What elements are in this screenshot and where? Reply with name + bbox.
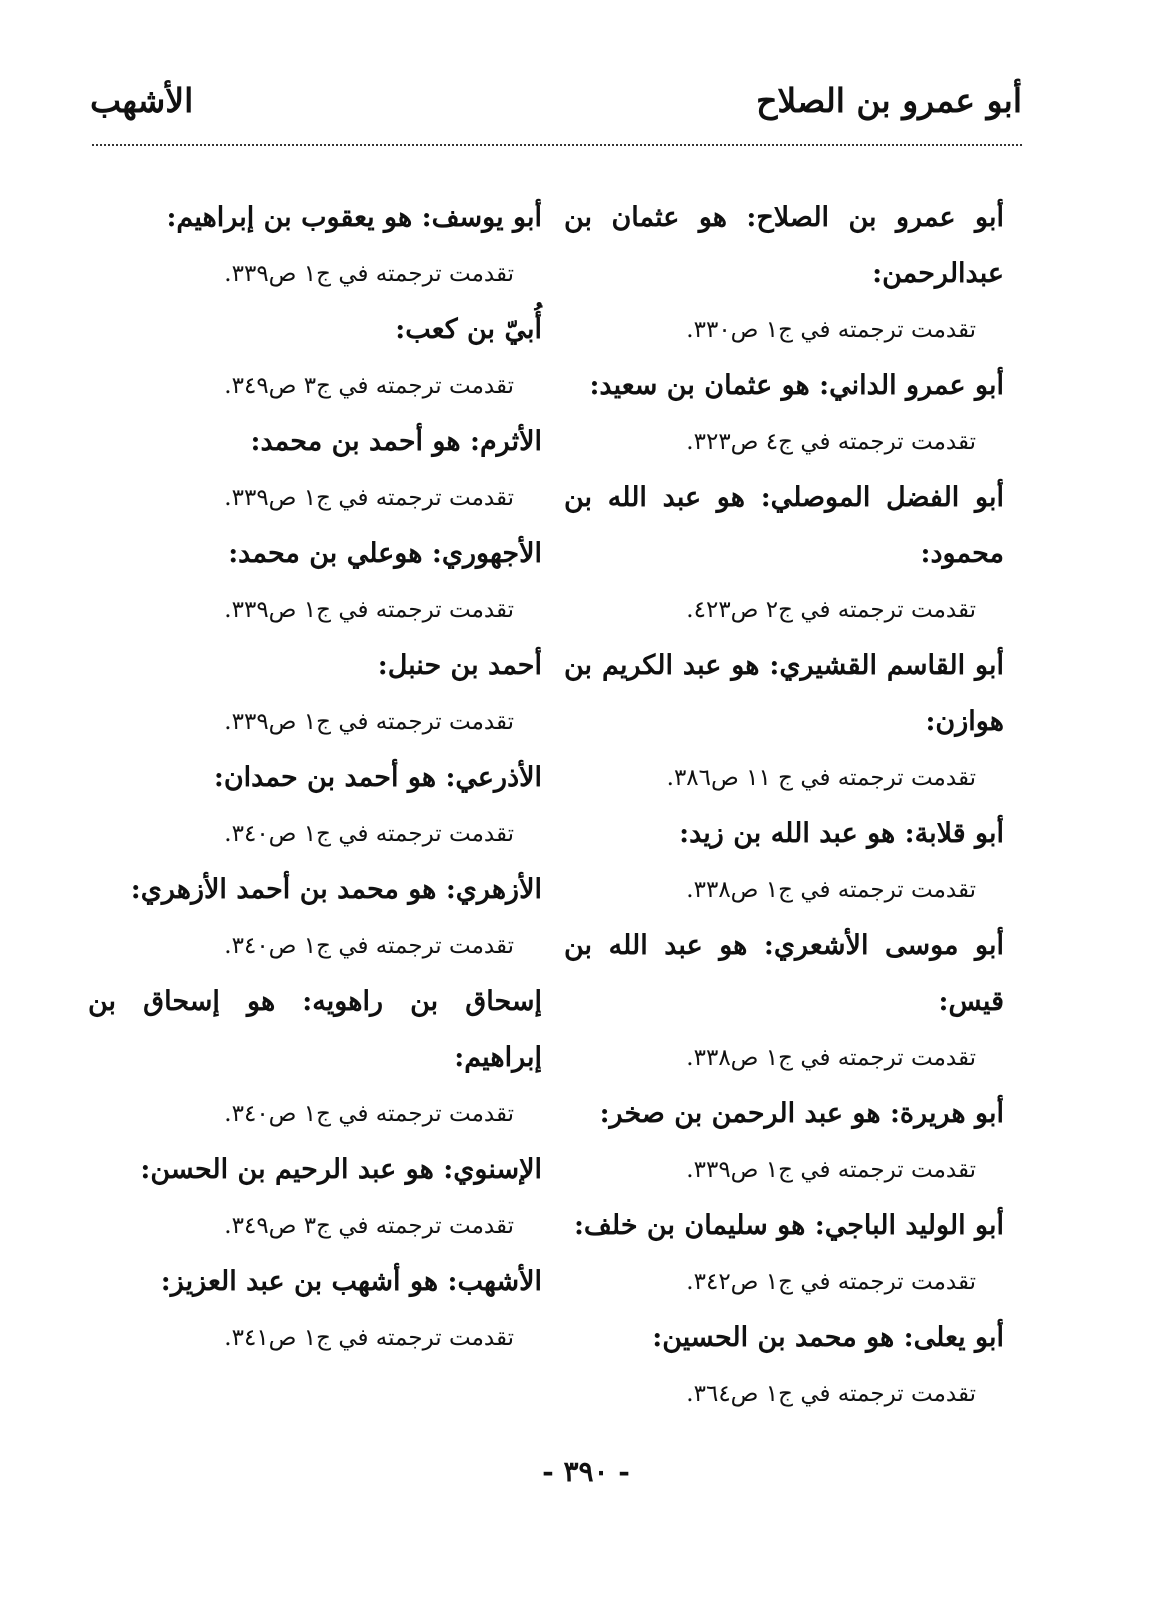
entry [88,302,542,414]
entry-reference: تقدمت ترجمته في ج١ ص٣٣٩. [224,261,514,287]
entry [564,806,1004,918]
entry-reference: تقدمت ترجمته في ج١ ص٣٣٨. [686,877,976,903]
entry-reference: تقدمت ترجمته في ج١ ص٣٣٩. [224,709,514,735]
entry-reference: تقدمت ترجمته في ج١ ص٣٤٠. [224,821,514,847]
running-head-right: أبو عمرو بن الصلاح [756,80,1022,120]
entry [88,750,542,862]
running-head-left: الأشهب [90,80,194,120]
entry-heading: أُبيّ بن كعب: [395,314,542,345]
entry-heading: أبو يعلى: هو محمد بن الحسين: [652,1322,1004,1353]
column-right [564,190,1004,1422]
entry-reference: تقدمت ترجمته في ج١ ص٣٤٢. [686,1269,976,1295]
entry-reference: تقدمت ترجمته في ج١ ص٣٤٠. [224,933,514,959]
entry [88,1142,542,1254]
entry [564,1086,1004,1198]
entry-heading: أبو القاسم القشيري: هو عبد الكريم بن هوازن: [564,650,1004,737]
entry [88,526,542,638]
entry-heading: الأجهوري: هوعلي بن محمد: [228,538,542,569]
entry-reference: تقدمت ترجمته في ج١ ص٣٤١. [224,1325,514,1351]
dotted-rule [92,144,1022,146]
entry-reference: تقدمت ترجمته في ج١ ص٣٣٩. [224,485,514,511]
entry [564,1310,1004,1422]
entry-heading: الأذرعي: هو أحمد بن حمدان: [213,762,542,793]
entry-reference: تقدمت ترجمته في ج ١١ ص٣٨٦. [666,765,976,791]
entry-reference: تقدمت ترجمته في ج١ ص٣٣٨. [686,1045,976,1071]
running-head [90,70,1022,130]
entry-heading: أبو يوسف: هو يعقوب بن إبراهيم: [166,202,542,233]
entry [564,638,1004,806]
entry [564,470,1004,638]
entry-heading: أبو عمرو بن الصلاح: هو عثمان بن عبدالرحمن: [564,202,1004,289]
entry-heading: أبو الفضل الموصلي: هو عبد الله بن محمود: [564,482,1004,569]
entry [564,1198,1004,1310]
entry-reference: تقدمت ترجمته في ج٤ ص٣٢٣. [686,429,976,455]
entry [88,862,542,974]
entry-reference: تقدمت ترجمته في ج٢ ص٤٢٣. [686,597,976,623]
entry-reference: تقدمت ترجمته في ج١ ص٣٣٩. [224,597,514,623]
entry-reference: تقدمت ترجمته في ج٣ ص٣٤٩. [224,373,514,399]
entry-heading: أبو موسى الأشعري: هو عبد الله بن قيس: [564,930,1004,1017]
page-number: - ٣٩٠ - [542,1455,630,1488]
entry [88,190,542,302]
entry-heading: إسحاق بن راهويه: هو إسحاق بن إبراهيم: [88,986,542,1073]
entry [564,358,1004,470]
entry-heading: أبو الوليد الباجي: هو سليمان بن خلف: [573,1210,1004,1241]
entry-heading: الأشهب: هو أشهب بن عبد العزيز: [160,1266,542,1297]
entry-heading: أبو قلابة: هو عبد الله بن زيد: [679,818,1004,849]
entry-heading: الإسنوي: هو عبد الرحيم بن الحسن: [140,1154,542,1185]
entry-heading: الأزهري: هو محمد بن أحمد الأزهري: [130,874,542,905]
column-left [88,190,542,1366]
entry [88,974,542,1142]
entry-heading: أبو عمرو الداني: هو عثمان بن سعيد: [589,370,1004,401]
entry-heading: أحمد بن حنبل: [377,650,542,681]
entry-reference: تقدمت ترجمته في ج٣ ص٣٤٩. [224,1213,514,1239]
entry-heading: الأثرم: هو أحمد بن محمد: [250,426,542,457]
entry [88,638,542,750]
entry-reference: تقدمت ترجمته في ج١ ص٣٣٩. [686,1157,976,1183]
entry [564,918,1004,1086]
entry [564,190,1004,358]
entry-reference: تقدمت ترجمته في ج١ ص٣٤٠. [224,1101,514,1127]
entry [88,414,542,526]
entry-reference: تقدمت ترجمته في ج١ ص٣٣٠. [686,317,976,343]
entry-heading: أبو هريرة: هو عبد الرحمن بن صخر: [599,1098,1004,1129]
entry-reference: تقدمت ترجمته في ج١ ص٣٦٤. [686,1381,976,1407]
entry [88,1254,542,1366]
